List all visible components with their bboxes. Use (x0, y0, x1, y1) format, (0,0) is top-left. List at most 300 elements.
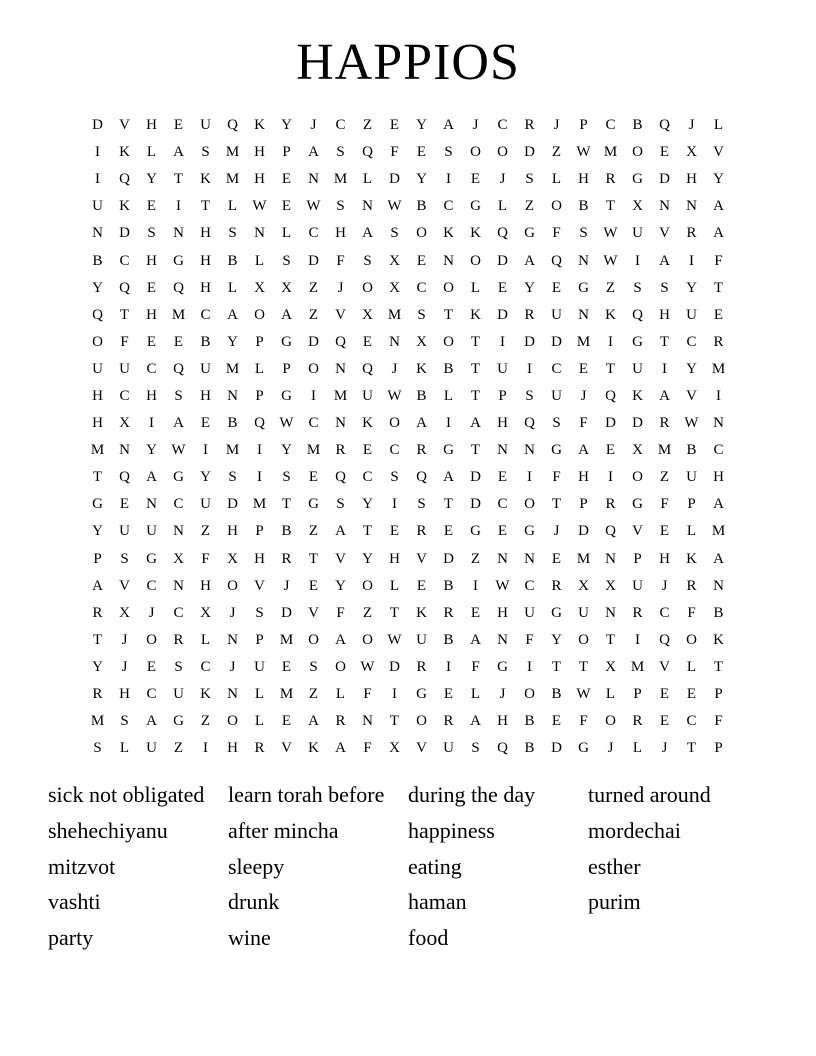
grid-letter: I (203, 740, 208, 757)
grid-letter: G (470, 523, 481, 540)
grid-letter: J (472, 117, 479, 134)
grid-letter: U (200, 496, 211, 513)
grid-letter: Y (416, 171, 427, 188)
grid-letter: D (227, 496, 238, 513)
grid-letter: N (524, 550, 535, 567)
grid-letter: E (281, 713, 292, 730)
grid-letter: O (308, 360, 319, 377)
grid-letter: J (229, 604, 236, 621)
grid-letter: N (173, 523, 184, 540)
grid-letter: H (659, 306, 670, 323)
grid-letter: E (416, 252, 427, 269)
grid-letter: G (551, 604, 562, 621)
grid-letter: N (659, 198, 670, 215)
grid-row (84, 356, 732, 383)
grid-letter: N (497, 442, 508, 459)
grid-letter: S (525, 387, 534, 404)
grid-letter: B (443, 360, 454, 377)
grid-letter: C (146, 360, 157, 377)
grid-letter: B (281, 523, 292, 540)
word-list (48, 778, 768, 957)
grid-letter: R (713, 333, 724, 350)
grid-letter: J (688, 117, 695, 134)
grid-letter: V (119, 577, 130, 594)
grid-row (84, 518, 732, 545)
grid-letter: P (714, 740, 723, 757)
grid-letter: P (579, 496, 588, 513)
grid-letter: G (551, 442, 562, 459)
grid-letter: E (146, 333, 157, 350)
grid-letter: R (605, 171, 616, 188)
grid-letter: S (147, 225, 156, 242)
grid-letter: R (173, 631, 184, 648)
grid-letter: H (146, 252, 157, 269)
grid-letter: A (713, 198, 724, 215)
grid-letter: G (281, 333, 292, 350)
grid-letter: G (524, 225, 535, 242)
grid-letter: A (443, 117, 454, 134)
grid-letter: M (90, 442, 105, 459)
grid-letter: T (605, 198, 616, 215)
grid-letter: B (416, 387, 427, 404)
grid-letter: M (630, 658, 645, 675)
grid-letter: I (473, 577, 478, 594)
grid-letter: Z (308, 523, 319, 540)
word-list-item: turned around (588, 782, 711, 807)
grid-letter: U (497, 360, 508, 377)
grid-letter: T (443, 496, 454, 513)
grid-letter: L (686, 523, 697, 540)
grid-letter: Z (173, 740, 184, 757)
grid-letter: T (308, 550, 319, 567)
grid-letter: S (417, 496, 426, 513)
grid-letter: K (443, 225, 454, 242)
grid-letter: E (281, 658, 292, 675)
grid-letter: E (713, 306, 724, 323)
grid-letter: S (336, 496, 345, 513)
grid-letter: D (524, 144, 535, 161)
grid-letter: D (551, 740, 562, 757)
grid-letter: G (443, 442, 454, 459)
grid-letter: O (416, 713, 427, 730)
grid-letter: A (713, 550, 724, 567)
grid-letter: J (607, 740, 614, 757)
grid-letter: X (632, 198, 643, 215)
grid-letter: V (659, 658, 670, 675)
grid-letter: X (389, 740, 400, 757)
grid-letter: B (227, 415, 238, 432)
grid-letter: E (146, 658, 157, 675)
grid-letter: J (310, 117, 317, 134)
grid-letter: Y (146, 171, 157, 188)
grid-letter: C (146, 686, 157, 703)
grid-letter: O (362, 631, 373, 648)
grid-row (84, 464, 732, 491)
grid-letter: I (392, 686, 397, 703)
grid-letter: O (524, 686, 535, 703)
grid-letter: T (551, 496, 562, 513)
grid-letter: E (173, 117, 184, 134)
grid-letter: S (336, 144, 345, 161)
grid-letter: S (228, 469, 237, 486)
grid-letter: L (227, 198, 238, 215)
grid-letter: E (551, 550, 562, 567)
grid-letter: G (497, 658, 508, 675)
grid-letter: T (713, 658, 724, 675)
grid-row (84, 546, 732, 573)
grid-letter: U (632, 360, 643, 377)
grid-letter: E (497, 523, 508, 540)
grid-letter: V (686, 387, 697, 404)
grid-letter: E (659, 523, 670, 540)
grid-letter: N (578, 252, 589, 269)
grid-letter: W (387, 631, 402, 648)
grid-letter: B (524, 740, 535, 757)
grid-letter: L (254, 360, 265, 377)
grid-letter: K (200, 686, 211, 703)
grid-letter: D (281, 604, 292, 621)
grid-letter: L (254, 252, 265, 269)
grid-letter: G (173, 252, 184, 269)
word-list-item: learn torah before (228, 782, 385, 807)
grid-letter: M (225, 442, 240, 459)
grid-letter: C (497, 117, 508, 134)
word-search-grid (84, 112, 732, 762)
grid-letter: I (446, 658, 451, 675)
grid-letter: Z (308, 306, 319, 323)
grid-letter: D (497, 252, 508, 269)
grid-letter: L (254, 686, 265, 703)
grid-letter: Q (119, 279, 130, 296)
grid-letter: W (306, 198, 321, 215)
grid-letter: Y (713, 171, 724, 188)
grid-letter: M (387, 306, 402, 323)
grid-letter: B (632, 117, 643, 134)
grid-letter: S (552, 415, 561, 432)
grid-letter: D (308, 333, 319, 350)
grid-letter: N (335, 360, 346, 377)
grid-letter: S (471, 740, 480, 757)
word-list-item: sleepy (228, 853, 285, 879)
grid-letter: B (416, 198, 427, 215)
grid-letter: W (279, 415, 294, 432)
grid-letter: K (416, 604, 427, 621)
grid-letter: A (92, 577, 103, 594)
word-list-item: after mincha (228, 817, 339, 843)
grid-letter: Y (92, 523, 103, 540)
grid-letter: Y (362, 496, 373, 513)
grid-letter: N (227, 686, 238, 703)
grid-letter: A (470, 713, 481, 730)
grid-letter: E (659, 713, 670, 730)
grid-letter: T (92, 631, 103, 648)
grid-letter: Q (362, 360, 373, 377)
grid-letter: G (92, 496, 103, 513)
grid-letter: U (173, 686, 184, 703)
grid-letter: M (225, 360, 240, 377)
grid-letter: L (362, 171, 373, 188)
grid-letter: C (524, 577, 535, 594)
grid-letter: C (686, 333, 697, 350)
grid-letter: U (551, 387, 562, 404)
grid-letter: C (308, 415, 319, 432)
grid-letter: G (578, 279, 589, 296)
grid-letter: O (686, 631, 697, 648)
grid-letter: E (146, 279, 157, 296)
grid-letter: F (336, 604, 345, 621)
grid-letter: D (389, 658, 400, 675)
grid-letter: Z (200, 713, 211, 730)
grid-letter: Y (227, 333, 238, 350)
grid-letter: T (578, 658, 589, 675)
grid-row (84, 681, 732, 708)
grid-letter: I (149, 415, 154, 432)
grid-letter: C (416, 279, 427, 296)
grid-letter: S (282, 469, 291, 486)
grid-letter: T (92, 469, 103, 486)
grid-letter: S (660, 279, 669, 296)
grid-letter: Q (551, 252, 562, 269)
grid-letter: T (470, 360, 481, 377)
grid-letter: R (92, 686, 103, 703)
grid-row (84, 329, 732, 356)
grid-letter: O (605, 713, 616, 730)
grid-letter: U (92, 360, 103, 377)
grid-letter: I (716, 387, 721, 404)
grid-letter: T (389, 713, 400, 730)
grid-letter: K (632, 387, 643, 404)
grid-letter: E (416, 577, 427, 594)
grid-letter: S (525, 171, 534, 188)
grid-letter: C (659, 604, 670, 621)
grid-row (84, 491, 732, 518)
grid-letter: E (551, 713, 562, 730)
grid-letter: Y (416, 117, 427, 134)
grid-letter: I (203, 442, 208, 459)
grid-letter: F (363, 686, 372, 703)
grid-letter: O (92, 333, 103, 350)
grid-letter: E (659, 144, 670, 161)
grid-letter: A (524, 252, 535, 269)
grid-letter: E (173, 333, 184, 350)
grid-letter: V (254, 577, 265, 594)
grid-letter: H (146, 387, 157, 404)
grid-letter: Y (524, 279, 535, 296)
grid-letter: U (524, 604, 535, 621)
grid-letter: X (632, 442, 643, 459)
grid-letter: R (524, 306, 535, 323)
grid-letter: K (200, 171, 211, 188)
grid-letter: D (389, 171, 400, 188)
word-list-item: sick not obligated (48, 782, 205, 807)
grid-letter: Q (497, 740, 508, 757)
grid-letter: U (119, 523, 130, 540)
grid-letter: L (443, 387, 454, 404)
grid-letter: Z (308, 686, 319, 703)
grid-letter: U (578, 604, 589, 621)
grid-letter: N (443, 252, 454, 269)
grid-letter: N (92, 225, 103, 242)
grid-letter: C (362, 469, 373, 486)
grid-letter: L (632, 740, 643, 757)
grid-letter: N (146, 496, 157, 513)
grid-letter: R (416, 442, 427, 459)
word-list-item: esther (588, 853, 641, 879)
grid-letter: I (608, 469, 613, 486)
grid-letter: I (392, 496, 397, 513)
grid-letter: E (497, 469, 508, 486)
grid-letter: N (389, 333, 400, 350)
grid-letter: K (254, 117, 265, 134)
grid-letter: N (227, 387, 238, 404)
grid-letter: C (551, 360, 562, 377)
grid-letter: R (335, 713, 346, 730)
grid-letter: F (201, 550, 210, 567)
grid-letter: S (633, 279, 642, 296)
grid-letter: A (335, 740, 346, 757)
grid-letter: S (120, 550, 129, 567)
grid-letter: S (174, 387, 183, 404)
grid-letter: Q (605, 523, 616, 540)
grid-row (84, 627, 732, 654)
grid-letter: U (686, 306, 697, 323)
grid-letter: M (603, 144, 618, 161)
grid-row (84, 735, 732, 762)
grid-letter: B (524, 713, 535, 730)
grid-letter: J (580, 387, 587, 404)
grid-letter: T (281, 496, 292, 513)
grid-letter: R (335, 442, 346, 459)
grid-letter: L (713, 117, 724, 134)
grid-letter: P (93, 550, 102, 567)
grid-letter: J (553, 523, 560, 540)
grid-row (84, 410, 732, 437)
grid-letter: L (389, 577, 400, 594)
grid-letter: S (336, 198, 345, 215)
grid-letter: C (497, 496, 508, 513)
grid-letter: E (443, 686, 454, 703)
grid-letter: S (309, 658, 318, 675)
grid-letter: C (335, 117, 346, 134)
grid-letter: G (632, 496, 643, 513)
grid-letter: X (389, 252, 400, 269)
grid-letter: M (225, 171, 240, 188)
grid-letter: L (227, 279, 238, 296)
grid-letter: G (173, 713, 184, 730)
grid-letter: Q (659, 631, 670, 648)
grid-letter: H (200, 252, 211, 269)
grid-letter: U (632, 225, 643, 242)
grid-letter: E (497, 279, 508, 296)
word-list-item: eating (408, 853, 462, 879)
grid-letter: X (686, 144, 697, 161)
grid-letter: T (173, 171, 184, 188)
grid-letter: A (578, 442, 589, 459)
grid-letter: Q (335, 469, 346, 486)
grid-letter: H (254, 144, 265, 161)
grid-letter: E (659, 686, 670, 703)
grid-letter: O (443, 333, 454, 350)
grid-row (84, 112, 732, 139)
grid-letter: C (173, 496, 184, 513)
grid-letter: C (605, 117, 616, 134)
grid-letter: S (417, 306, 426, 323)
grid-letter: I (257, 469, 262, 486)
grid-letter: H (254, 171, 265, 188)
grid-letter: W (171, 442, 186, 459)
grid-letter: J (661, 577, 668, 594)
grid-row (84, 600, 732, 627)
word-list-item: mitzvot (48, 853, 116, 879)
word-list-item: party (48, 925, 94, 951)
grid-letter: A (335, 523, 346, 540)
grid-letter: Z (362, 604, 373, 621)
grid-letter: I (176, 198, 181, 215)
grid-letter: I (446, 171, 451, 188)
grid-letter: T (389, 604, 400, 621)
grid-letter: Z (524, 198, 535, 215)
grid-letter: E (362, 333, 373, 350)
grid-letter: D (659, 171, 670, 188)
grid-letter: C (200, 306, 211, 323)
grid-letter: J (499, 686, 506, 703)
grid-letter: H (200, 387, 211, 404)
grid-letter: G (416, 686, 427, 703)
grid-letter: M (576, 550, 591, 567)
grid-letter: L (281, 225, 292, 242)
grid-letter: B (713, 604, 724, 621)
grid-letter: N (713, 577, 724, 594)
grid-letter: J (121, 658, 128, 675)
grid-letter: X (605, 577, 616, 594)
grid-row (84, 302, 732, 329)
grid-letter: T (470, 442, 481, 459)
grid-letter: S (174, 658, 183, 675)
grid-letter: T (470, 333, 481, 350)
grid-letter: L (470, 686, 481, 703)
grid-letter: W (387, 387, 402, 404)
grid-letter: T (659, 333, 670, 350)
grid-letter: V (308, 604, 319, 621)
grid-letter: O (497, 144, 508, 161)
grid-letter: J (229, 658, 236, 675)
grid-letter: N (362, 198, 373, 215)
grid-letter: J (148, 604, 155, 621)
word-list-item: haman (408, 889, 467, 915)
grid-letter: M (333, 387, 348, 404)
grid-letter: W (576, 686, 591, 703)
grid-letter: I (635, 631, 640, 648)
grid-letter: E (146, 198, 157, 215)
grid-row (84, 139, 732, 166)
grid-letter: G (578, 740, 589, 757)
grid-letter: Q (335, 333, 346, 350)
grid-letter: D (470, 496, 481, 513)
grid-letter: R (416, 658, 427, 675)
grid-letter: S (363, 252, 372, 269)
grid-letter: H (686, 171, 697, 188)
grid-letter: P (579, 117, 588, 134)
grid-letter: R (443, 604, 454, 621)
grid-letter: C (173, 604, 184, 621)
grid-letter: W (684, 415, 699, 432)
grid-letter: Y (686, 279, 697, 296)
grid-letter: D (470, 469, 481, 486)
grid-letter: P (687, 496, 696, 513)
grid-letter: O (632, 144, 643, 161)
grid-letter: S (228, 225, 237, 242)
grid-letter: O (524, 496, 535, 513)
